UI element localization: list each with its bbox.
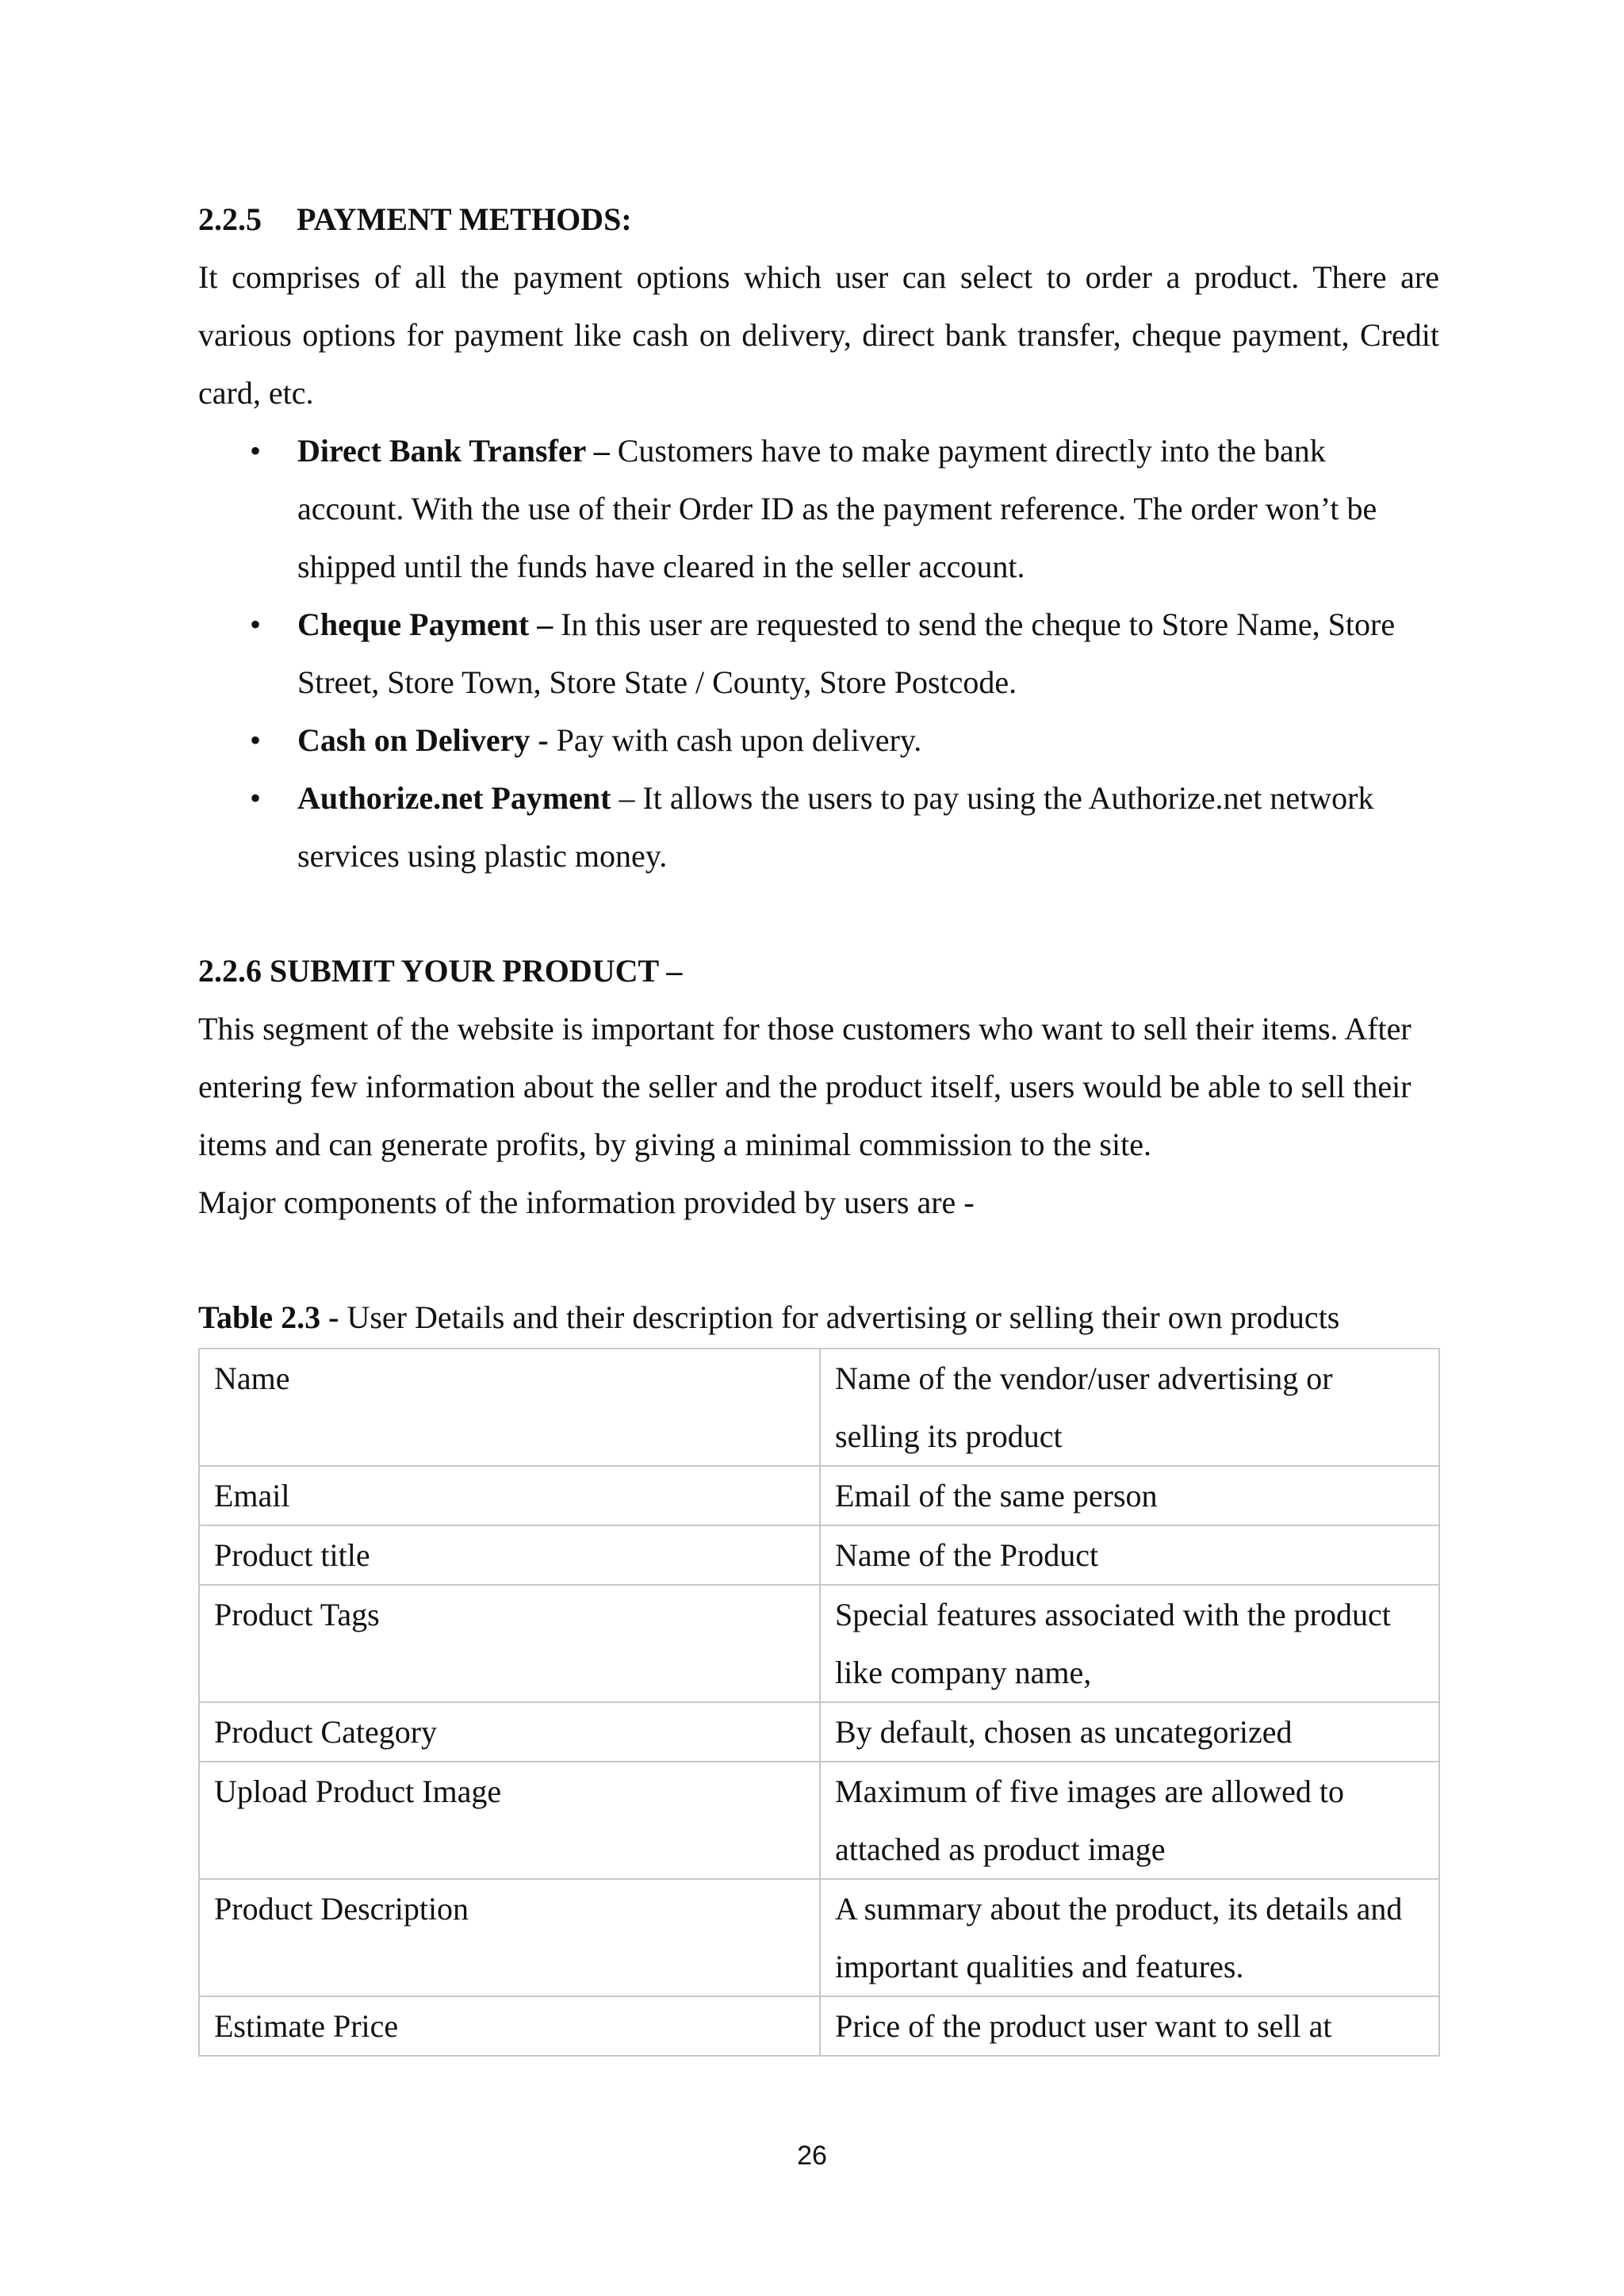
- table-cell-field: Product title: [199, 1525, 820, 1585]
- table-row: [199, 1525, 1439, 1585]
- table-cell-field: Email: [199, 1466, 820, 1525]
- table-cell-description: By default, chosen as uncategorized: [820, 1702, 1439, 1762]
- table-cell-description: Special features associated with the product like company name,: [820, 1585, 1439, 1702]
- table-cell-field: Estimate Price: [199, 1996, 820, 2056]
- table-row: [199, 1585, 1439, 1702]
- document-page: [198, 190, 1439, 2057]
- table-cell-field: Product Category: [199, 1702, 820, 1762]
- list-item: [198, 422, 1439, 595]
- payment-methods-list: [198, 422, 1439, 885]
- submit-product-paragraph: This segment of the website is important for those customers who want to sell their items. After entering few information about the seller and the product itself, users would be able to sell their items and can generate profits, by giving a minimal commission to the site.: [198, 1011, 1411, 1162]
- table-row: [199, 1349, 1439, 1466]
- bullet-term: Cheque Payment –: [297, 607, 553, 642]
- table-cell-description: Maximum of five images are allowed to attached as product image: [820, 1762, 1439, 1879]
- bullet-term: Direct Bank Transfer –: [297, 433, 610, 469]
- list-item: [198, 595, 1439, 711]
- components-intro-paragraph: Major components of the information provided by users are -: [198, 1184, 975, 1220]
- table-cell-description: A summary about the product, its details and important qualities and features.: [820, 1879, 1439, 1996]
- table-cell-field: Name: [199, 1349, 820, 1466]
- bullet-icon: •: [250, 433, 262, 469]
- table-cell-field: Product Tags: [199, 1585, 820, 1702]
- bullet-term: Cash on Delivery -: [297, 722, 549, 758]
- table-row: [199, 1996, 1439, 2056]
- table-caption: [198, 1288, 1439, 1346]
- user-details-table: [198, 1348, 1440, 2057]
- list-item: [198, 711, 1439, 769]
- bullet-icon: •: [250, 607, 262, 642]
- table-caption-text: User Details and their description for advertising or selling their own products: [339, 1299, 1340, 1335]
- table-caption-label: Table 2.3 -: [198, 1299, 339, 1335]
- spacer: [198, 885, 1439, 942]
- bullet-text: – It allows the users to pay using the Authorize.net network services using plastic money.: [297, 780, 1374, 874]
- table-row: [199, 1762, 1439, 1879]
- bullet-text: Pay with cash upon delivery.: [548, 722, 922, 758]
- page-number: 26: [797, 2141, 827, 2171]
- bullet-term: Authorize.net Payment: [297, 780, 611, 816]
- section-heading-submit-product: 2.2.6 SUBMIT YOUR PRODUCT –: [198, 953, 683, 989]
- table-row: [199, 1702, 1439, 1762]
- table-cell-description: Email of the same person: [820, 1466, 1439, 1525]
- payment-intro-paragraph: It comprises of all the payment options which user can select to order a product. There are various options for payment like cash on delivery, direct bank transfer, cheque payment, Credit card, etc.: [198, 259, 1439, 411]
- table-cell-field: Product Description: [199, 1879, 820, 1996]
- table-cell-description: Name of the Product: [820, 1525, 1439, 1585]
- bullet-icon: •: [250, 780, 262, 816]
- section-title: PAYMENT METHODS:: [297, 201, 632, 237]
- list-item: [198, 769, 1439, 885]
- section-heading-payment-methods: [198, 190, 1439, 248]
- section-number: 2.2.5: [198, 201, 262, 237]
- bullet-text: Customers have to make payment directly into the bank account. With the use of their Order ID as the payment reference. The order won’t be shipped until the funds have cleared in the seller account.: [297, 433, 1377, 584]
- table-row: [199, 1466, 1439, 1525]
- bullet-icon: •: [250, 722, 262, 758]
- bullet-text: In this user are requested to send the cheque to Store Name, Store Street, Store Town, Store State / County, Store Postcode.: [297, 607, 1396, 700]
- spacer: [198, 1231, 1439, 1288]
- table-cell-description: Price of the product user want to sell at: [820, 1996, 1439, 2056]
- table-cell-description: Name of the vendor/user advertising or selling its product: [820, 1349, 1439, 1466]
- table-row: [199, 1879, 1439, 1996]
- table-cell-field: Upload Product Image: [199, 1762, 820, 1879]
